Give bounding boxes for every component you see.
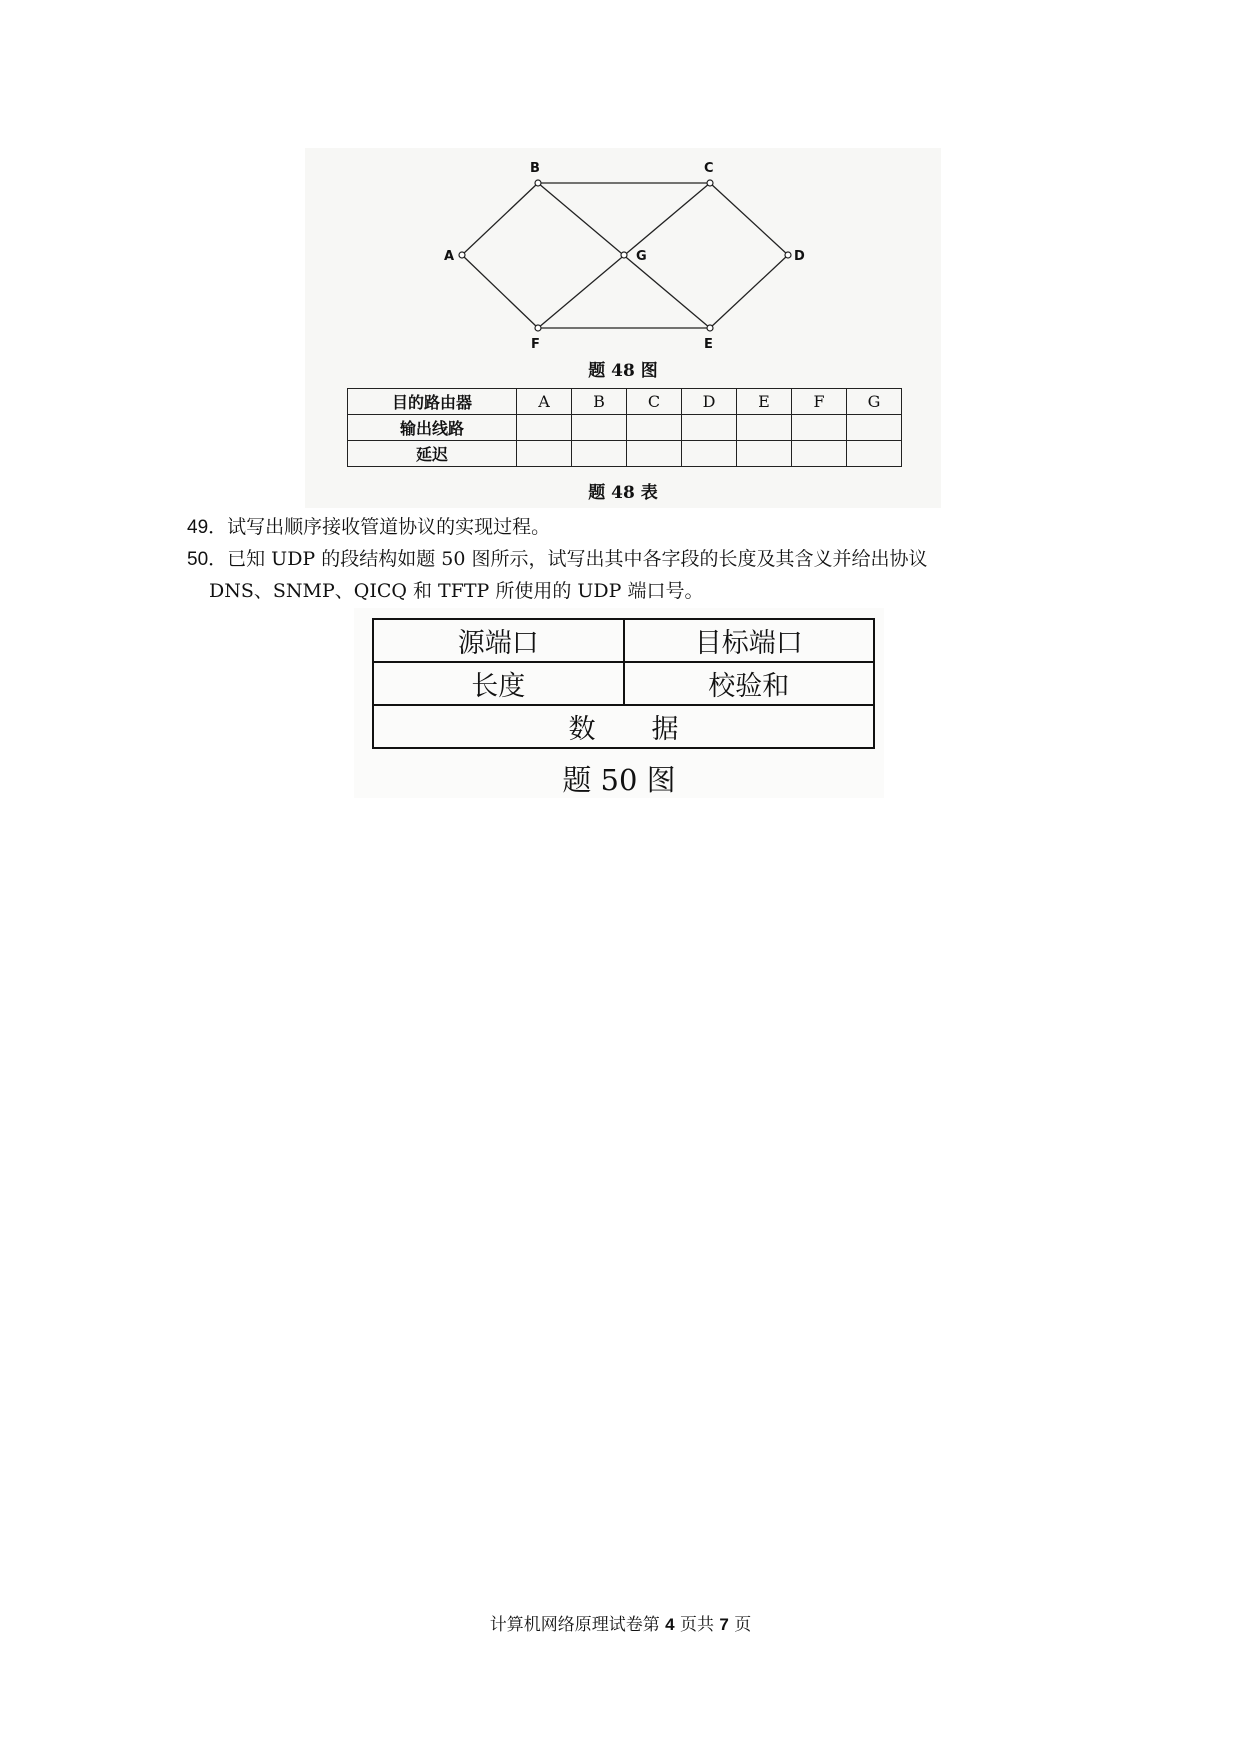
edge-a-f xyxy=(462,255,538,328)
network-topology-diagram xyxy=(305,148,941,368)
figure-50-caption: 题 50 图 xyxy=(562,763,676,797)
row-header-output-line: 输出线路 xyxy=(348,415,517,441)
table-cell xyxy=(682,415,737,441)
question-text: 已知 UDP 的段结构如题 50 图所示，试写出其中各字段的长度及其含义并给出协议 xyxy=(227,548,928,570)
table-cell xyxy=(847,441,902,467)
footer-middle: 页共 xyxy=(680,1615,714,1635)
table-cell xyxy=(847,415,902,441)
table-cell xyxy=(792,441,847,467)
node-g xyxy=(621,252,627,258)
question-number: 49． xyxy=(187,517,228,538)
question-text: 试写出顺序接收管道协议的实现过程。 xyxy=(227,516,551,538)
row-header-delay: 延迟 xyxy=(348,441,517,467)
column-header-c: C xyxy=(627,389,682,415)
table-row xyxy=(348,389,902,415)
table-cell xyxy=(572,441,627,467)
table-cell xyxy=(627,441,682,467)
column-header-f: F xyxy=(792,389,847,415)
node-label-e: E xyxy=(704,337,713,352)
current-page-number: 4 xyxy=(665,1615,675,1634)
column-header-g: G xyxy=(847,389,902,415)
table-cell xyxy=(682,441,737,467)
column-header-d: D xyxy=(682,389,737,415)
table-row xyxy=(348,415,902,441)
table-row xyxy=(373,705,874,748)
udp-segment-structure xyxy=(372,618,875,749)
node-b xyxy=(535,180,541,186)
column-header-e: E xyxy=(737,389,792,415)
node-c xyxy=(707,180,713,186)
column-header-b: B xyxy=(572,389,627,415)
table-row xyxy=(373,662,874,705)
table-cell xyxy=(572,415,627,441)
question-50 xyxy=(187,546,928,573)
table-cell xyxy=(627,415,682,441)
node-label-b: B xyxy=(530,161,540,176)
node-label-g: G xyxy=(636,249,647,264)
node-e xyxy=(707,325,713,331)
node-label-d: D xyxy=(794,249,805,264)
node-f xyxy=(535,325,541,331)
node-a xyxy=(459,252,465,258)
node-label-f: F xyxy=(531,337,540,352)
question-number: 50． xyxy=(187,549,228,570)
node-d xyxy=(785,252,791,258)
table-cell xyxy=(737,415,792,441)
figure-50 xyxy=(354,608,884,798)
table-cell xyxy=(792,415,847,441)
table-cell xyxy=(517,441,572,467)
node-label-a: A xyxy=(444,249,455,264)
question-50-continued xyxy=(209,578,704,604)
page-footer xyxy=(0,1610,1241,1635)
data-field: 数据 xyxy=(373,705,874,748)
checksum-field: 校验和 xyxy=(624,662,875,705)
total-pages-number: 7 xyxy=(719,1615,729,1634)
length-field: 长度 xyxy=(373,662,624,705)
edge-c-d xyxy=(710,183,788,255)
edge-a-b xyxy=(462,183,538,255)
table-row xyxy=(373,619,874,662)
table-48-caption: 题 48 表 xyxy=(588,483,658,503)
question-49 xyxy=(187,514,550,541)
footer-suffix: 页 xyxy=(734,1615,752,1635)
dest-port-field: 目标端口 xyxy=(624,619,875,662)
column-header-a: A xyxy=(517,389,572,415)
table-cell xyxy=(737,441,792,467)
figure-48 xyxy=(305,148,941,508)
source-port-field: 源端口 xyxy=(373,619,624,662)
node-label-c: C xyxy=(704,161,714,176)
row-header-destination: 目的路由器 xyxy=(348,389,517,415)
question-text: DNS、SNMP、QICQ 和 TFTP 所使用的 UDP 端口号。 xyxy=(209,580,704,602)
table-row xyxy=(348,441,902,467)
footer-prefix: 计算机网络原理试卷第 xyxy=(489,1615,660,1635)
edge-e-d xyxy=(710,255,788,328)
figure-48-caption: 题 48 图 xyxy=(588,361,658,381)
table-cell xyxy=(517,415,572,441)
routing-table xyxy=(347,388,902,467)
